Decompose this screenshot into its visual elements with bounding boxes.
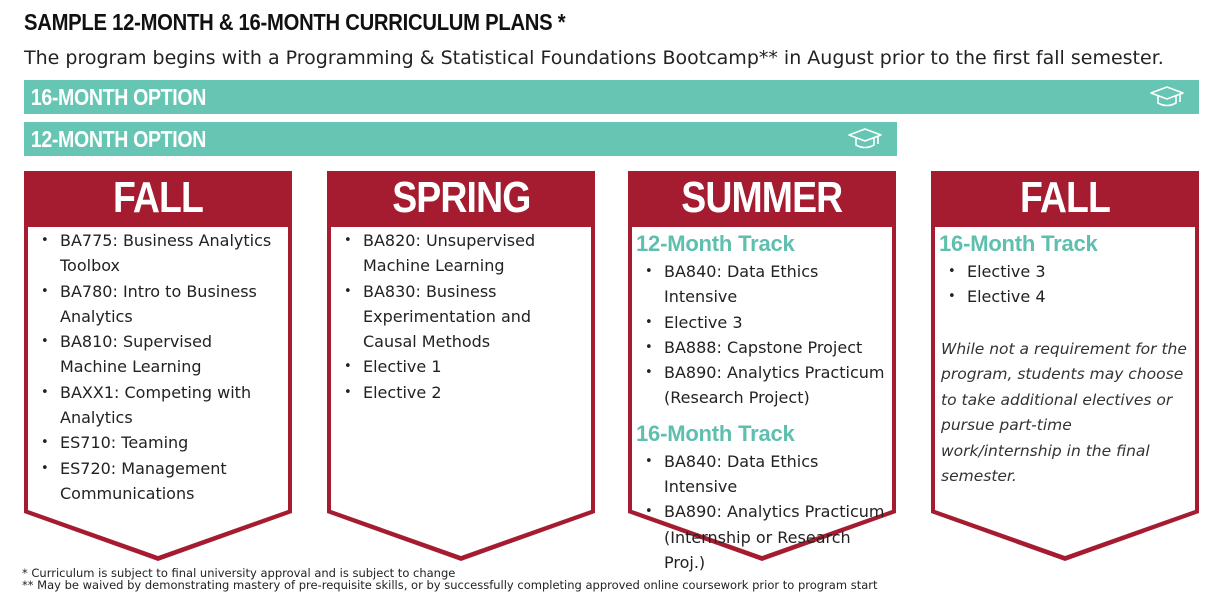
column-fall-2	[931, 171, 1199, 561]
list-item: • BA890: Analytics Practicum (Internship or Research Proj.)	[640, 499, 888, 575]
column-heading: FALL	[112, 173, 204, 222]
list-item: • BA810: Supervised Machine Learning	[36, 329, 284, 380]
column-body	[339, 228, 587, 405]
footnote-curriculum: * Curriculum is subject to final university approval and is subject to change	[22, 566, 456, 580]
column-heading: SUMMER	[681, 173, 843, 222]
footnotes	[22, 567, 878, 591]
list-item: • BA775: Business Analytics Toolbox	[36, 228, 284, 279]
course-list	[640, 259, 888, 411]
list-item: • BA840: Data Ethics Intensive	[640, 259, 888, 310]
column-heading: SPRING	[391, 173, 531, 222]
footnote-bootcamp: ** May be waived by demonstrating mastery of pre-requisite skills, or by successfully completing approved online coursework prior to program start	[22, 578, 878, 592]
list-item: • Elective 2	[339, 380, 587, 405]
track-heading-12-month: 12-Month Track	[636, 231, 795, 256]
course-list	[339, 228, 587, 405]
graduation-cap-icon	[1149, 84, 1185, 110]
list-item: • BA890: Analytics Practicum (Research Project)	[640, 360, 888, 411]
column-body	[636, 229, 888, 575]
track-heading-16-month: 16-Month Track	[636, 420, 795, 446]
column-spring	[327, 171, 595, 561]
track-heading-16-month: 16-Month Track	[939, 231, 1098, 256]
list-item: • ES710: Teaming	[36, 430, 284, 455]
list-item: • BA888: Capstone Project	[640, 335, 888, 360]
column-fall-1	[24, 171, 292, 561]
list-item: • BA780: Intro to Business Analytics	[36, 279, 284, 330]
course-list	[640, 449, 888, 575]
list-item: • BA820: Unsupervised Machine Learning	[339, 228, 587, 279]
list-item: • BAXX1: Competing with Analytics	[36, 380, 284, 431]
option-label-12-month: 12-MONTH OPTION	[30, 125, 207, 152]
page-subtitle: The program begins with a Programming & Statistical Foundations Bootcamp** in August prior to the first fall semester.	[24, 47, 1164, 69]
list-item: • ES720: Management Communications	[36, 456, 284, 507]
column-heading: FALL	[1019, 173, 1111, 222]
column-body	[36, 228, 284, 506]
list-item: • Elective 3	[943, 259, 1191, 284]
optional-note: While not a requirement for the program, students may choose to take additional electives or pursue part-time work/internship in the final semester.	[941, 339, 1187, 486]
option-label-16-month: 16-MONTH OPTION	[30, 83, 207, 110]
list-item: • Elective 4	[943, 284, 1191, 309]
list-item: • BA840: Data Ethics Intensive	[640, 449, 888, 500]
option-band-12-month	[24, 122, 897, 156]
course-list	[943, 259, 1191, 310]
option-band-16-month	[24, 80, 1199, 114]
column-body	[939, 229, 1191, 490]
graduation-cap-icon	[847, 126, 883, 152]
list-item: • BA830: Business Experimentation and Causal Methods	[339, 279, 587, 355]
page-title: SAMPLE 12-MONTH & 16-MONTH CURRICULUM PLANS *	[24, 9, 566, 35]
list-item: • Elective 1	[339, 354, 587, 379]
list-item: • Elective 3	[640, 310, 888, 335]
course-list	[36, 228, 284, 506]
column-summer	[628, 171, 896, 572]
